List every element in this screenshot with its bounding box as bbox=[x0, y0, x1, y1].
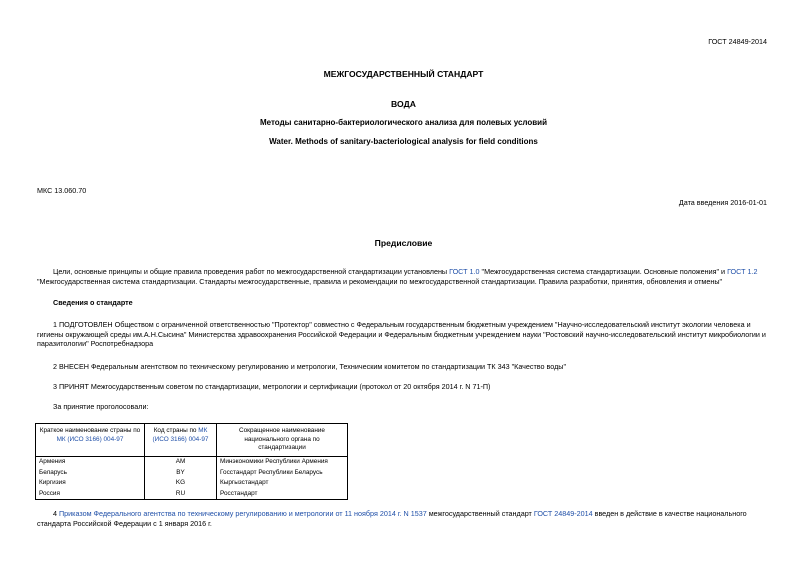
header-country: Краткое наименование страны по МК (ИСО 3166) 004-97 bbox=[36, 424, 145, 457]
preface-text-a: Цели, основные принципы и общие правила проведения работ по межгосударственной стандартизации установлены bbox=[53, 267, 450, 276]
item-2-introduced: 2 ВНЕСЕН Федеральным агентством по техническому регулированию и метрологии, Техническим комитетом по стандартизации ТК 343 "Качество воды" bbox=[53, 362, 566, 371]
cell-country: Россия bbox=[36, 489, 145, 500]
cell-body: Кыргызстандарт bbox=[217, 478, 348, 489]
item-4-text-tail: введен в действие в качестве национального стандарта Российской Федерации с 1 января 2016 г. bbox=[37, 509, 747, 528]
link-gost-1-2[interactable]: ГОСТ 1.2 bbox=[727, 267, 758, 276]
table-row bbox=[36, 468, 348, 479]
table-row bbox=[36, 456, 348, 467]
item-4-number: 4 bbox=[53, 509, 59, 518]
link-mk-iso-3166-col1[interactable]: МК (ИСО 3166) 004-97 bbox=[56, 435, 124, 443]
table-row bbox=[36, 489, 348, 500]
standard-type: МЕЖГОСУДАРСТВЕННЫЙ СТАНДАРТ bbox=[323, 69, 484, 79]
cell-code: AM bbox=[145, 456, 217, 467]
link-order-1537[interactable]: Приказом Федерального агентства по техническому регулированию и метрологии от 11 ноября 2014 г. N 1537 bbox=[59, 509, 427, 518]
link-gost-24849-2014[interactable]: ГОСТ 24849-2014 bbox=[533, 509, 593, 518]
item-3-adopted: 3 ПРИНЯТ Межгосударственным советом по стандартизации, метрологии и сертификации (протокол от 20 октября 2014 г. N 71-П) bbox=[53, 382, 491, 391]
preface-text-c: "Межгосударственная система стандартизации. Стандарты межгосударственные, правила и рекомендации по межгосударственной стандартизации. Правила разработки, принятия, обновления и отмены" bbox=[37, 276, 723, 286]
document-title-ru: Методы санитарно-бактериологического анализа для полевых условий bbox=[259, 118, 548, 127]
introduction-date: Дата введения 2016-01-01 bbox=[678, 198, 767, 207]
cell-code: RU bbox=[145, 489, 217, 500]
cell-body: Госстандарт Республики Беларусь bbox=[217, 468, 348, 479]
cell-body: Росстандарт bbox=[217, 489, 348, 500]
preface-heading: Предисловие bbox=[374, 238, 433, 248]
link-mk-iso-3166-col2[interactable]: МК (ИСО 3166) 004-97 bbox=[152, 427, 209, 443]
mks-code: МКС 13.060.70 bbox=[37, 186, 87, 195]
cell-code: KG bbox=[145, 478, 217, 489]
item-4-text-mid: межгосударственный стандарт bbox=[426, 509, 534, 518]
preface-paragraph bbox=[37, 267, 772, 286]
link-gost-1-0[interactable]: ГОСТ 1.0 bbox=[449, 267, 480, 276]
header-body: Сокращенное наименование национального органа по стандартизации bbox=[217, 424, 348, 457]
cell-country: Армения bbox=[36, 456, 145, 467]
cell-country: Беларусь bbox=[36, 468, 145, 479]
preface-text-b: "Межгосударственная система стандартизации. Основные положения" и bbox=[479, 267, 728, 276]
document-title-main: ВОДА bbox=[391, 99, 416, 109]
voting-table bbox=[35, 423, 348, 500]
cell-code: BY bbox=[145, 468, 217, 479]
info-heading: Сведения о стандарте bbox=[53, 298, 133, 307]
item-4-enacted bbox=[37, 509, 772, 528]
document-title-en: Water. Methods of sanitary-bacteriological analysis for field conditions bbox=[269, 137, 538, 146]
cell-country: Киргизия bbox=[36, 478, 145, 489]
voted-label: За принятие проголосовали: bbox=[53, 402, 149, 411]
item-1-prepared: 1 ПОДГОТОВЛЕН Обществом с ограниченной ответственностью "Протектор" совместно с Федеральным государственным бюджетным учреждением "Научно-исследовательский институт экологии человека и гигиены окружающей среды им.А.Н.Сысина" Министерства здравоохранения Российской Федерации и Федеральным бюджетным учреждением науки "Ростовский научно-исследовательский институт микробиологии и паразитологии" Роспотребнадзора bbox=[37, 320, 766, 349]
document-code: ГОСТ 24849-2014 bbox=[708, 37, 767, 46]
header-code: Код страны по МК (ИСО 3166) 004-97 bbox=[145, 424, 217, 457]
cell-body: Минэкономики Республики Армения bbox=[217, 456, 348, 467]
table-row bbox=[36, 478, 348, 489]
table-header-row bbox=[36, 424, 348, 457]
